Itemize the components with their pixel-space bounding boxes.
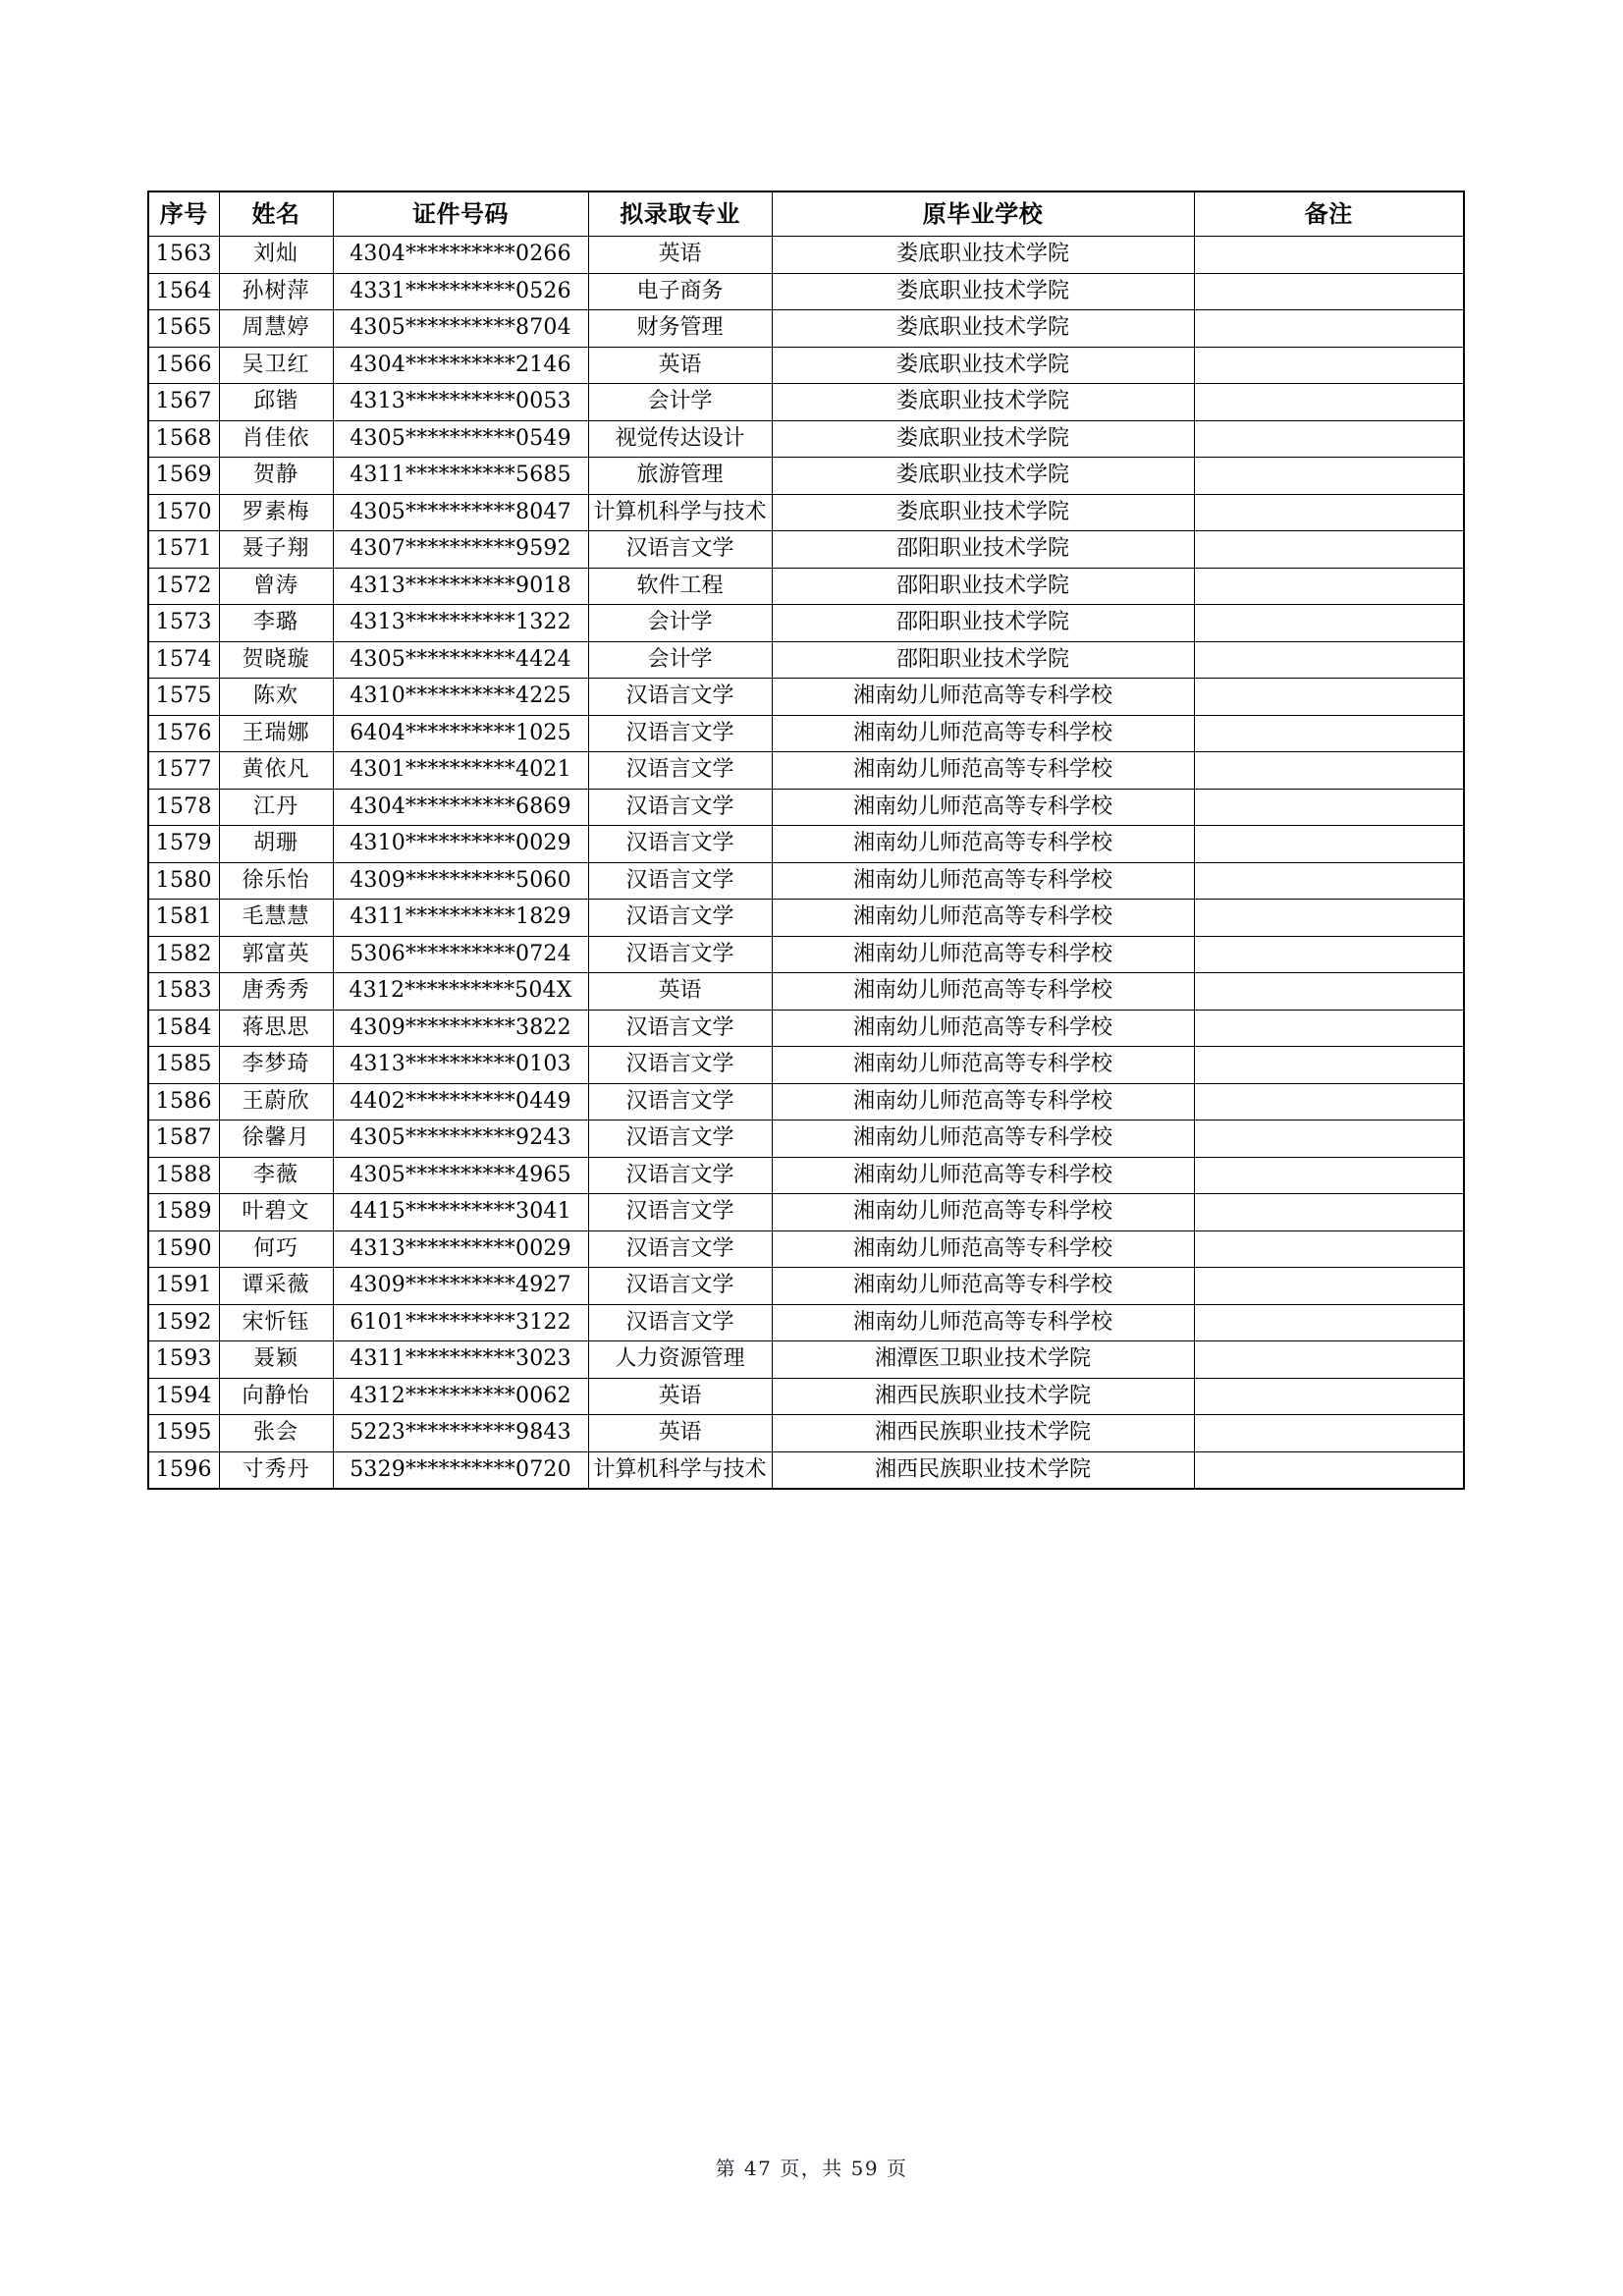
cell-school: 湘南幼儿师范高等专科学校 xyxy=(772,752,1194,790)
cell-id: 4402**********0449 xyxy=(333,1083,588,1121)
cell-index: 1590 xyxy=(148,1230,219,1268)
cell-name: 肖佳依 xyxy=(219,420,333,458)
cell-index: 1570 xyxy=(148,494,219,531)
cell-remark xyxy=(1194,1451,1464,1489)
cell-name: 李薇 xyxy=(219,1157,333,1194)
column-header-school: 原毕业学校 xyxy=(772,191,1194,237)
cell-name: 罗素梅 xyxy=(219,494,333,531)
cell-index: 1589 xyxy=(148,1194,219,1231)
table-row xyxy=(148,1341,1464,1379)
table-row xyxy=(148,1451,1464,1489)
column-header-id: 证件号码 xyxy=(333,191,588,237)
cell-name: 孙树萍 xyxy=(219,273,333,310)
cell-major: 视觉传达设计 xyxy=(588,420,772,458)
cell-id: 4313**********9018 xyxy=(333,568,588,605)
cell-remark xyxy=(1194,568,1464,605)
cell-index: 1584 xyxy=(148,1010,219,1047)
cell-remark xyxy=(1194,789,1464,826)
cell-school: 湘南幼儿师范高等专科学校 xyxy=(772,826,1194,863)
cell-id: 4309**********3822 xyxy=(333,1010,588,1047)
cell-index: 1576 xyxy=(148,715,219,752)
cell-school: 娄底职业技术学院 xyxy=(772,273,1194,310)
cell-name: 李璐 xyxy=(219,605,333,642)
cell-remark xyxy=(1194,1304,1464,1341)
cell-major: 英语 xyxy=(588,973,772,1011)
cell-name: 邱锴 xyxy=(219,384,333,421)
cell-id: 4311**********5685 xyxy=(333,458,588,495)
table-row xyxy=(148,862,1464,900)
table-row xyxy=(148,1268,1464,1305)
cell-index: 1572 xyxy=(148,568,219,605)
cell-index: 1588 xyxy=(148,1157,219,1194)
table-row xyxy=(148,458,1464,495)
cell-index: 1577 xyxy=(148,752,219,790)
cell-name: 郭富英 xyxy=(219,936,333,973)
cell-major: 计算机科学与技术 xyxy=(588,1451,772,1489)
cell-major: 汉语言文学 xyxy=(588,715,772,752)
cell-school: 娄底职业技术学院 xyxy=(772,420,1194,458)
cell-id: 4311**********1829 xyxy=(333,900,588,937)
cell-major: 汉语言文学 xyxy=(588,1304,772,1341)
cell-major: 汉语言文学 xyxy=(588,1121,772,1158)
table-row xyxy=(148,237,1464,274)
cell-name: 唐秀秀 xyxy=(219,973,333,1011)
cell-major: 旅游管理 xyxy=(588,458,772,495)
cell-school: 湘南幼儿师范高等专科学校 xyxy=(772,789,1194,826)
cell-school: 湘南幼儿师范高等专科学校 xyxy=(772,936,1194,973)
cell-id: 4304**********2146 xyxy=(333,347,588,384)
cell-name: 毛慧慧 xyxy=(219,900,333,937)
cell-remark xyxy=(1194,458,1464,495)
cell-name: 胡珊 xyxy=(219,826,333,863)
cell-school: 邵阳职业技术学院 xyxy=(772,641,1194,679)
cell-name: 贺静 xyxy=(219,458,333,495)
cell-major: 财务管理 xyxy=(588,310,772,348)
cell-index: 1566 xyxy=(148,347,219,384)
cell-school: 湘南幼儿师范高等专科学校 xyxy=(772,715,1194,752)
column-header-remark: 备注 xyxy=(1194,191,1464,237)
cell-remark xyxy=(1194,715,1464,752)
table-row xyxy=(148,1010,1464,1047)
cell-id: 6101**********3122 xyxy=(333,1304,588,1341)
cell-id: 4309**********5060 xyxy=(333,862,588,900)
cell-remark xyxy=(1194,384,1464,421)
cell-school: 娄底职业技术学院 xyxy=(772,310,1194,348)
cell-school: 邵阳职业技术学院 xyxy=(772,605,1194,642)
cell-remark xyxy=(1194,936,1464,973)
cell-id: 4305**********8704 xyxy=(333,310,588,348)
admission-roster-table xyxy=(147,191,1465,1490)
column-header-major: 拟录取专业 xyxy=(588,191,772,237)
cell-id: 4304**********0266 xyxy=(333,237,588,274)
roster-table-container xyxy=(147,191,1463,1490)
cell-index: 1591 xyxy=(148,1268,219,1305)
cell-major: 英语 xyxy=(588,347,772,384)
cell-remark xyxy=(1194,1378,1464,1415)
cell-major: 汉语言文学 xyxy=(588,1047,772,1084)
table-row xyxy=(148,1415,1464,1452)
cell-index: 1592 xyxy=(148,1304,219,1341)
table-row xyxy=(148,1047,1464,1084)
cell-name: 刘灿 xyxy=(219,237,333,274)
cell-name: 王瑞娜 xyxy=(219,715,333,752)
cell-id: 6404**********1025 xyxy=(333,715,588,752)
cell-school: 湘南幼儿师范高等专科学校 xyxy=(772,862,1194,900)
cell-school: 湘南幼儿师范高等专科学校 xyxy=(772,1121,1194,1158)
cell-school: 娄底职业技术学院 xyxy=(772,494,1194,531)
table-row xyxy=(148,715,1464,752)
cell-remark xyxy=(1194,1083,1464,1121)
cell-school: 湘西民族职业技术学院 xyxy=(772,1415,1194,1452)
table-header-row xyxy=(148,191,1464,237)
table-row xyxy=(148,936,1464,973)
cell-remark xyxy=(1194,1121,1464,1158)
cell-index: 1596 xyxy=(148,1451,219,1489)
cell-remark xyxy=(1194,1010,1464,1047)
cell-remark xyxy=(1194,752,1464,790)
cell-index: 1583 xyxy=(148,973,219,1011)
cell-id: 4331**********0526 xyxy=(333,273,588,310)
cell-index: 1565 xyxy=(148,310,219,348)
cell-remark xyxy=(1194,273,1464,310)
table-row xyxy=(148,384,1464,421)
cell-school: 湘潭医卫职业技术学院 xyxy=(772,1341,1194,1379)
cell-index: 1581 xyxy=(148,900,219,937)
cell-major: 汉语言文学 xyxy=(588,679,772,716)
page-footer: 第 47 页，共 59 页 xyxy=(715,2157,908,2180)
table-row xyxy=(148,347,1464,384)
cell-remark xyxy=(1194,605,1464,642)
cell-id: 4313**********0029 xyxy=(333,1230,588,1268)
cell-major: 人力资源管理 xyxy=(588,1341,772,1379)
cell-name: 寸秀丹 xyxy=(219,1451,333,1489)
cell-index: 1587 xyxy=(148,1121,219,1158)
table-row xyxy=(148,1083,1464,1121)
cell-school: 湘西民族职业技术学院 xyxy=(772,1451,1194,1489)
cell-major: 会计学 xyxy=(588,641,772,679)
table-row xyxy=(148,1378,1464,1415)
cell-remark xyxy=(1194,531,1464,569)
cell-school: 湘南幼儿师范高等专科学校 xyxy=(772,1194,1194,1231)
cell-school: 湘南幼儿师范高等专科学校 xyxy=(772,1083,1194,1121)
cell-id: 5306**********0724 xyxy=(333,936,588,973)
column-header-index: 序号 xyxy=(148,191,219,237)
table-row xyxy=(148,900,1464,937)
table-row xyxy=(148,1304,1464,1341)
cell-id: 4313**********1322 xyxy=(333,605,588,642)
cell-index: 1595 xyxy=(148,1415,219,1452)
cell-index: 1585 xyxy=(148,1047,219,1084)
cell-major: 英语 xyxy=(588,1415,772,1452)
cell-remark xyxy=(1194,1047,1464,1084)
cell-school: 湘南幼儿师范高等专科学校 xyxy=(772,1268,1194,1305)
cell-id: 4305**********4965 xyxy=(333,1157,588,1194)
cell-school: 娄底职业技术学院 xyxy=(772,384,1194,421)
cell-id: 5223**********9843 xyxy=(333,1415,588,1452)
cell-name: 江丹 xyxy=(219,789,333,826)
table-row xyxy=(148,494,1464,531)
cell-remark xyxy=(1194,1230,1464,1268)
table-row xyxy=(148,310,1464,348)
cell-name: 宋忻钰 xyxy=(219,1304,333,1341)
cell-remark xyxy=(1194,310,1464,348)
cell-major: 计算机科学与技术 xyxy=(588,494,772,531)
table-row xyxy=(148,1194,1464,1231)
cell-major: 汉语言文学 xyxy=(588,1083,772,1121)
cell-school: 湘南幼儿师范高等专科学校 xyxy=(772,1047,1194,1084)
cell-name: 曾涛 xyxy=(219,568,333,605)
cell-id: 4301**********4021 xyxy=(333,752,588,790)
cell-index: 1573 xyxy=(148,605,219,642)
cell-name: 周慧婷 xyxy=(219,310,333,348)
cell-index: 1586 xyxy=(148,1083,219,1121)
cell-name: 谭采薇 xyxy=(219,1268,333,1305)
cell-major: 汉语言文学 xyxy=(588,1157,772,1194)
cell-name: 聂颖 xyxy=(219,1341,333,1379)
cell-school: 湘南幼儿师范高等专科学校 xyxy=(772,900,1194,937)
cell-major: 汉语言文学 xyxy=(588,1010,772,1047)
cell-major: 汉语言文学 xyxy=(588,936,772,973)
cell-index: 1579 xyxy=(148,826,219,863)
table-row xyxy=(148,605,1464,642)
cell-school: 湘西民族职业技术学院 xyxy=(772,1378,1194,1415)
table-row xyxy=(148,568,1464,605)
cell-remark xyxy=(1194,494,1464,531)
cell-id: 4304**********6869 xyxy=(333,789,588,826)
cell-remark xyxy=(1194,1194,1464,1231)
cell-id: 4305**********0549 xyxy=(333,420,588,458)
cell-major: 汉语言文学 xyxy=(588,826,772,863)
cell-major: 汉语言文学 xyxy=(588,531,772,569)
cell-name: 蒋思思 xyxy=(219,1010,333,1047)
cell-index: 1563 xyxy=(148,237,219,274)
table-row xyxy=(148,679,1464,716)
table-row xyxy=(148,531,1464,569)
cell-remark xyxy=(1194,641,1464,679)
cell-remark xyxy=(1194,862,1464,900)
cell-remark xyxy=(1194,1157,1464,1194)
column-header-name: 姓名 xyxy=(219,191,333,237)
cell-index: 1568 xyxy=(148,420,219,458)
cell-major: 汉语言文学 xyxy=(588,1230,772,1268)
cell-name: 李梦琦 xyxy=(219,1047,333,1084)
cell-id: 4310**********0029 xyxy=(333,826,588,863)
cell-major: 会计学 xyxy=(588,384,772,421)
cell-index: 1567 xyxy=(148,384,219,421)
cell-school: 娄底职业技术学院 xyxy=(772,347,1194,384)
table-row xyxy=(148,826,1464,863)
cell-major: 电子商务 xyxy=(588,273,772,310)
cell-name: 聂子翔 xyxy=(219,531,333,569)
table-row xyxy=(148,420,1464,458)
cell-school: 湘南幼儿师范高等专科学校 xyxy=(772,973,1194,1011)
cell-remark xyxy=(1194,973,1464,1011)
cell-remark xyxy=(1194,237,1464,274)
table-row xyxy=(148,1157,1464,1194)
cell-remark xyxy=(1194,1268,1464,1305)
cell-name: 贺晓璇 xyxy=(219,641,333,679)
cell-remark xyxy=(1194,347,1464,384)
cell-major: 汉语言文学 xyxy=(588,789,772,826)
cell-name: 张会 xyxy=(219,1415,333,1452)
cell-id: 4415**********3041 xyxy=(333,1194,588,1231)
cell-name: 吴卫红 xyxy=(219,347,333,384)
cell-index: 1571 xyxy=(148,531,219,569)
cell-school: 邵阳职业技术学院 xyxy=(772,568,1194,605)
cell-name: 徐乐怡 xyxy=(219,862,333,900)
cell-school: 湘南幼儿师范高等专科学校 xyxy=(772,1157,1194,1194)
cell-id: 4310**********4225 xyxy=(333,679,588,716)
table-row xyxy=(148,1121,1464,1158)
cell-school: 湘南幼儿师范高等专科学校 xyxy=(772,1304,1194,1341)
cell-name: 向静怡 xyxy=(219,1378,333,1415)
cell-remark xyxy=(1194,679,1464,716)
cell-id: 4309**********4927 xyxy=(333,1268,588,1305)
cell-id: 4311**********3023 xyxy=(333,1341,588,1379)
cell-remark xyxy=(1194,826,1464,863)
cell-name: 王蔚欣 xyxy=(219,1083,333,1121)
cell-name: 黄依凡 xyxy=(219,752,333,790)
cell-remark xyxy=(1194,1341,1464,1379)
cell-id: 4312**********0062 xyxy=(333,1378,588,1415)
cell-school: 邵阳职业技术学院 xyxy=(772,531,1194,569)
cell-remark xyxy=(1194,420,1464,458)
cell-id: 4313**********0103 xyxy=(333,1047,588,1084)
table-row xyxy=(148,641,1464,679)
cell-id: 4313**********0053 xyxy=(333,384,588,421)
cell-index: 1594 xyxy=(148,1378,219,1415)
cell-id: 4305**********9243 xyxy=(333,1121,588,1158)
cell-major: 英语 xyxy=(588,1378,772,1415)
cell-remark xyxy=(1194,900,1464,937)
cell-major: 英语 xyxy=(588,237,772,274)
cell-school: 娄底职业技术学院 xyxy=(772,237,1194,274)
cell-index: 1564 xyxy=(148,273,219,310)
table-row xyxy=(148,973,1464,1011)
cell-name: 陈欢 xyxy=(219,679,333,716)
cell-id: 4305**********4424 xyxy=(333,641,588,679)
cell-id: 4307**********9592 xyxy=(333,531,588,569)
cell-id: 5329**********0720 xyxy=(333,1451,588,1489)
cell-major: 汉语言文学 xyxy=(588,862,772,900)
cell-school: 湘南幼儿师范高等专科学校 xyxy=(772,679,1194,716)
cell-school: 湘南幼儿师范高等专科学校 xyxy=(772,1230,1194,1268)
cell-major: 汉语言文学 xyxy=(588,900,772,937)
cell-major: 软件工程 xyxy=(588,568,772,605)
cell-name: 何巧 xyxy=(219,1230,333,1268)
cell-school: 娄底职业技术学院 xyxy=(772,458,1194,495)
cell-index: 1578 xyxy=(148,789,219,826)
cell-school: 湘南幼儿师范高等专科学校 xyxy=(772,1010,1194,1047)
table-row xyxy=(148,789,1464,826)
cell-major: 汉语言文学 xyxy=(588,1194,772,1231)
table-header xyxy=(148,191,1464,237)
cell-major: 会计学 xyxy=(588,605,772,642)
cell-index: 1582 xyxy=(148,936,219,973)
table-row xyxy=(148,273,1464,310)
table-row xyxy=(148,752,1464,790)
table-body xyxy=(148,237,1464,1490)
cell-major: 汉语言文学 xyxy=(588,752,772,790)
cell-name: 叶碧文 xyxy=(219,1194,333,1231)
cell-name: 徐馨月 xyxy=(219,1121,333,1158)
cell-id: 4312**********504X xyxy=(333,973,588,1011)
cell-index: 1580 xyxy=(148,862,219,900)
cell-id: 4305**********8047 xyxy=(333,494,588,531)
cell-major: 汉语言文学 xyxy=(588,1268,772,1305)
table-row xyxy=(148,1230,1464,1268)
cell-index: 1575 xyxy=(148,679,219,716)
cell-index: 1593 xyxy=(148,1341,219,1379)
cell-remark xyxy=(1194,1415,1464,1452)
cell-index: 1574 xyxy=(148,641,219,679)
cell-index: 1569 xyxy=(148,458,219,495)
